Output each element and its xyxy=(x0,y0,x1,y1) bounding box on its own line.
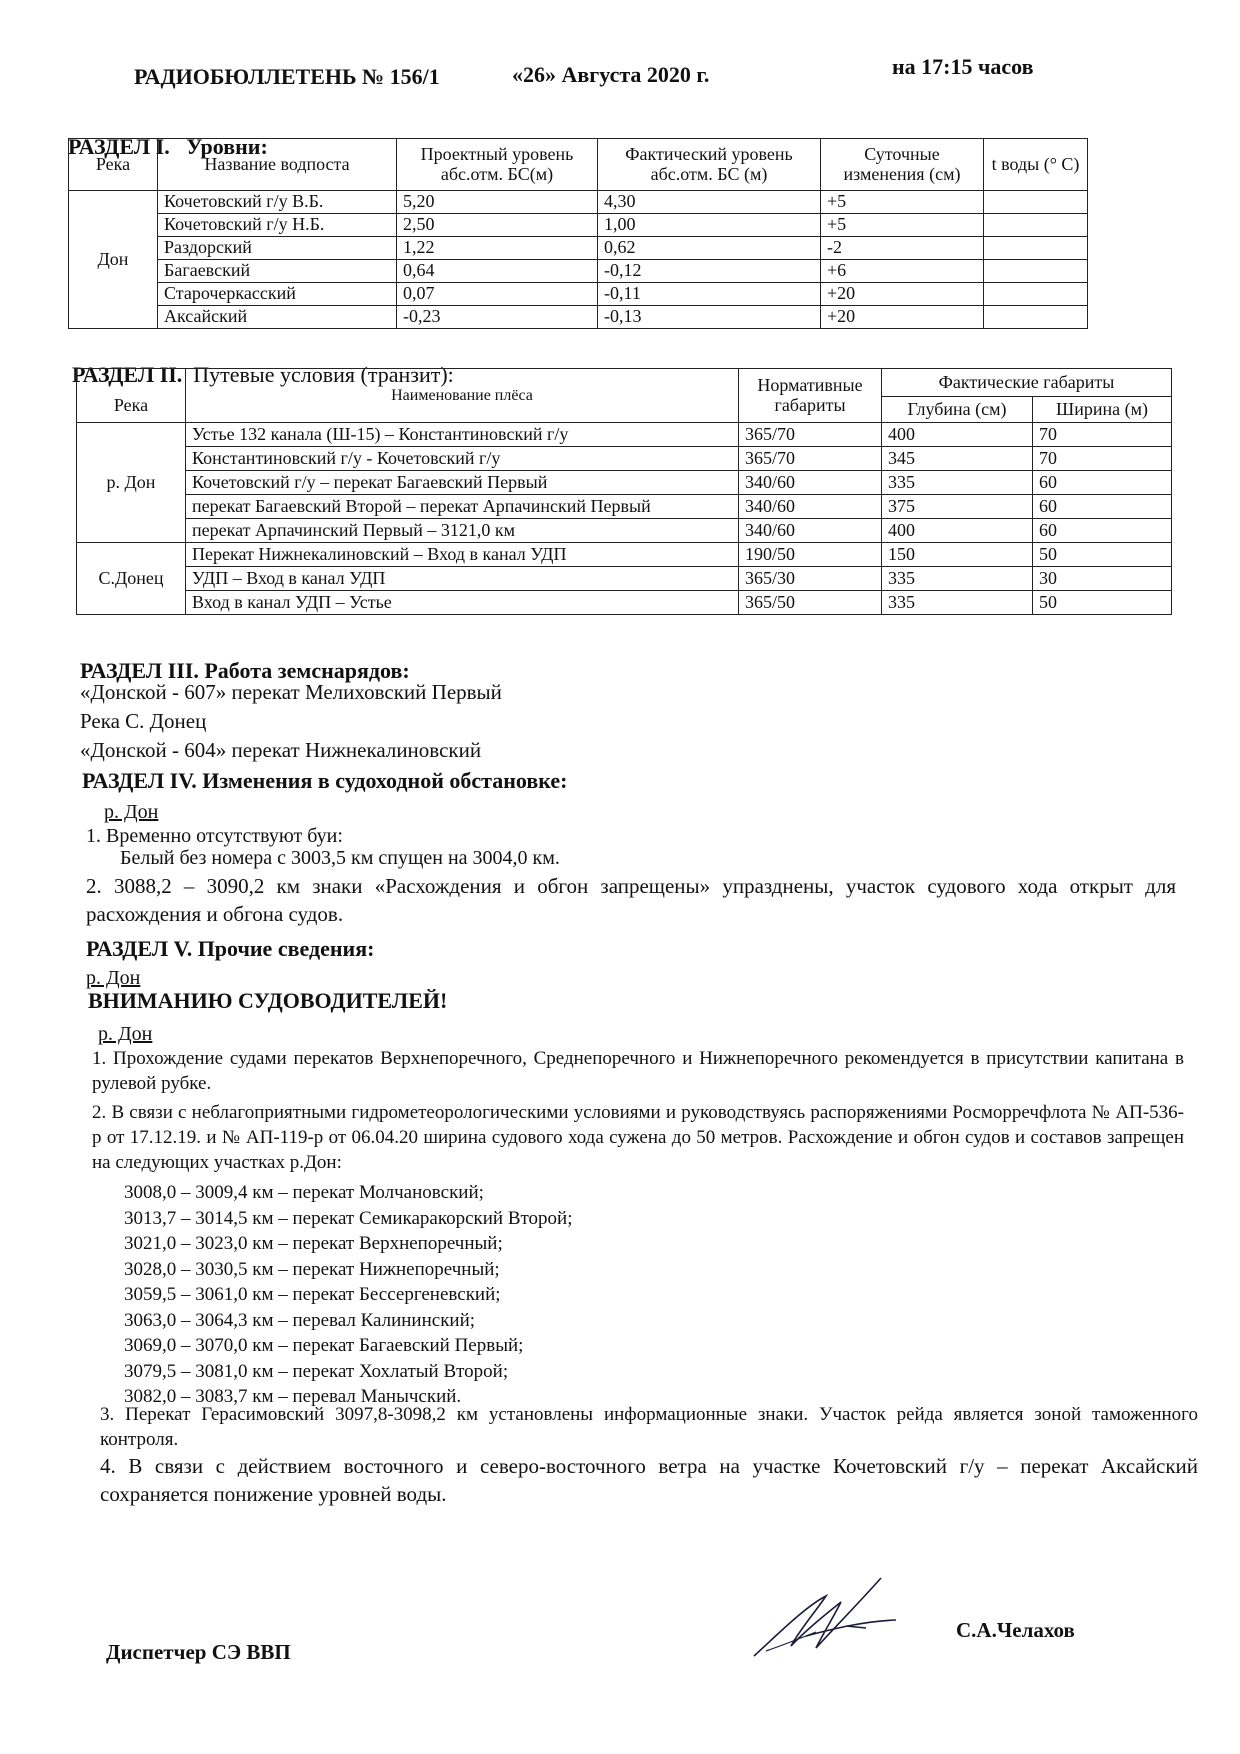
post-cell: Кочетовский г/у В.Б. xyxy=(158,191,397,214)
change-cell: -2 xyxy=(821,237,984,260)
th-width: Ширина (м) xyxy=(1033,397,1172,423)
post-cell: Старочеркасский xyxy=(158,283,397,306)
list-item: 3059,5 – 3061,0 км – перекат Бессергеневский; xyxy=(124,1284,501,1305)
section5-title: РАЗДЕЛ V. Прочие сведения: xyxy=(86,936,375,961)
section4-item1-sub: Белый без номера с 3003,5 км спущен на 3004,0 км. xyxy=(120,847,560,869)
river-group-cell: С.Донец xyxy=(77,543,186,615)
th-name: Наименование плёса xyxy=(186,369,739,423)
section1-title: Уровни: xyxy=(186,134,268,159)
list-item: Река С. Донец xyxy=(80,709,207,733)
norm-cell: 340/60 xyxy=(739,519,882,543)
depth-cell: 335 xyxy=(882,567,1033,591)
temp-cell xyxy=(984,237,1088,260)
reach-cell: Устье 132 канала (Ш-15) – Константиновский г/у xyxy=(186,423,739,447)
change-cell: +20 xyxy=(821,306,984,329)
width-cell: 70 xyxy=(1033,423,1172,447)
width-cell: 50 xyxy=(1033,543,1172,567)
river-group-cell: р. Дон xyxy=(77,423,186,543)
section4-title: РАЗДЕЛ IV. Изменения в судоходной обстановке: xyxy=(82,768,568,793)
table-row xyxy=(69,306,1088,329)
th-depth: Глубина (см) xyxy=(882,397,1033,423)
th-temp: t воды (° С) xyxy=(984,139,1088,191)
temp-cell xyxy=(984,283,1088,306)
list-item: 3028,0 – 3030,5 км – перекат Нижнепоречный; xyxy=(124,1258,500,1280)
signature-icon xyxy=(746,1566,936,1666)
reach-cell: Константиновский г/у - Кочетовский г/у xyxy=(186,447,739,471)
th-post: Название водпоста xyxy=(158,139,397,191)
post-cell: Раздорский xyxy=(158,237,397,260)
section5-item2: 2. В связи с неблагоприятными гидрометеорологическими условиями и руководствуясь распоряжениями Росморречфлота № АП-536-р от 17.12.19. и № АП-119-р от 06.04.20 ширина судового хода сужена до 50 метров. Расхождение и обгон судов и составов запрещен на следующих участках р.Дон: xyxy=(92,1102,1184,1173)
change-cell: +6 xyxy=(821,260,984,283)
width-cell: 60 xyxy=(1033,471,1172,495)
levels-table xyxy=(68,138,1088,329)
list-item: 3082,0 – 3083,7 км – перевал Манычский. xyxy=(124,1386,462,1407)
section5-item1: 1. Прохождение судами перекатов Верхнепоречного, Среднепоречного и Нижнепоречного рекомендуется в присутствии капитана в рулевой рубке. xyxy=(92,1048,1184,1094)
restricted-segments-list xyxy=(124,1180,573,1410)
reach-cell: УДП – Вход в канал УДП xyxy=(186,567,739,591)
bulletin-time: на 17:15 часов xyxy=(892,54,1034,79)
section2-title: Путевые условия (транзит): xyxy=(193,362,454,387)
section4-item2: 2. 3088,2 – 3090,2 км знаки «Расхождения и обгон запрещены» упразднены, участок судового хода открыт для расхождения и обгона судов. xyxy=(86,874,1176,926)
actual-cell: -0,13 xyxy=(598,306,821,329)
section4-item1: 1. Временно отсутствуют буи: xyxy=(86,825,343,847)
list-item: 3063,0 – 3064,3 км – перевал Калининский; xyxy=(124,1309,476,1331)
actual-cell: 1,00 xyxy=(598,214,821,237)
norm-cell: 365/70 xyxy=(739,447,882,471)
river-cell: Дон xyxy=(69,191,158,329)
post-cell: Кочетовский г/у Н.Б. xyxy=(158,214,397,237)
reach-cell: перекат Багаевский Второй – перекат Арпачинский Первый xyxy=(186,495,739,519)
depth-cell: 345 xyxy=(882,447,1033,471)
norm-cell: 365/50 xyxy=(739,591,882,615)
list-item: 3021,0 – 3023,0 км – перекат Верхнепоречный; xyxy=(124,1233,503,1254)
table-row xyxy=(77,519,1172,543)
list-item: 3013,7 – 3014,5 км – перекат Семикаракорский Второй; xyxy=(124,1207,573,1229)
width-cell: 60 xyxy=(1033,519,1172,543)
th-actual: Фактический уровень абс.отм. БС (м) xyxy=(598,139,821,191)
table-row xyxy=(77,543,1172,567)
norm-cell: 190/50 xyxy=(739,543,882,567)
width-cell: 70 xyxy=(1033,447,1172,471)
norm-cell: 365/30 xyxy=(739,567,882,591)
temp-cell xyxy=(984,260,1088,283)
dredgers-list xyxy=(80,678,502,765)
list-item: 3069,0 – 3070,0 км – перекат Багаевский Первый; xyxy=(124,1335,524,1356)
reach-cell: Перекат Нижнекалиновский – Вход в канал УДП xyxy=(186,543,739,567)
th-design: Проектный уровень абс.отм. БС(м) xyxy=(397,139,598,191)
table-row xyxy=(77,471,1172,495)
norm-cell: 365/70 xyxy=(739,423,882,447)
reach-cell: перекат Арпачинский Первый – 3121,0 км xyxy=(186,519,739,543)
actual-cell: 4,30 xyxy=(598,191,821,214)
list-item: «Донской - 607» перекат Мелиховский Первый xyxy=(80,680,502,704)
table-row xyxy=(77,567,1172,591)
depth-cell: 375 xyxy=(882,495,1033,519)
temp-cell xyxy=(984,214,1088,237)
reach-cell: Вход в канал УДП – Устье xyxy=(186,591,739,615)
section5-river2: р. Дон xyxy=(98,1023,153,1045)
table-row xyxy=(77,591,1172,615)
width-cell: 60 xyxy=(1033,495,1172,519)
th-normative: Нормативные габариты xyxy=(739,369,882,423)
actual-cell: -0,11 xyxy=(598,283,821,306)
norm-cell: 340/60 xyxy=(739,495,882,519)
table-row xyxy=(77,447,1172,471)
change-cell: +5 xyxy=(821,191,984,214)
design-cell: 0,07 xyxy=(397,283,598,306)
bulletin-date: «26» Августа 2020 г. xyxy=(512,62,710,87)
section5-item3: 3. Перекат Герасимовский 3097,8-3098,2 км установлены информационные знаки. Участок рейда является зоной таможенного контроля. xyxy=(100,1404,1198,1450)
transit-table xyxy=(76,368,1172,615)
temp-cell xyxy=(984,306,1088,329)
change-cell: +20 xyxy=(821,283,984,306)
design-cell: 5,20 xyxy=(397,191,598,214)
depth-cell: 150 xyxy=(882,543,1033,567)
table-row xyxy=(69,260,1088,283)
th-river: Река xyxy=(69,139,158,191)
attention-heading: ВНИМАНИЮ СУДОВОДИТЕЛЕЙ! xyxy=(88,988,448,1013)
post-cell: Багаевский xyxy=(158,260,397,283)
signer-name: С.А.Челахов xyxy=(956,1618,1075,1642)
table-row xyxy=(77,495,1172,519)
depth-cell: 335 xyxy=(882,471,1033,495)
table-row xyxy=(69,283,1088,306)
depth-cell: 400 xyxy=(882,423,1033,447)
th-actual-dims: Фактические габариты xyxy=(882,369,1172,397)
section2-label: РАЗДЕЛ II. xyxy=(72,362,183,387)
list-item: 3008,0 – 3009,4 км – перекат Молчановский; xyxy=(124,1182,484,1203)
section1-label: РАЗДЕЛ I. xyxy=(68,134,170,159)
section5-item4: 4. В связи с действием восточного и северо-восточного ветра на участке Кочетовский г/у – перекат Аксайский сохраняется понижение уровней воды. xyxy=(100,1454,1198,1506)
th-river2: Река xyxy=(77,369,186,423)
design-cell: -0,23 xyxy=(397,306,598,329)
temp-cell xyxy=(984,191,1088,214)
design-cell: 2,50 xyxy=(397,214,598,237)
design-cell: 1,22 xyxy=(397,237,598,260)
th-change: Суточные изменения (см) xyxy=(821,139,984,191)
width-cell: 30 xyxy=(1033,567,1172,591)
actual-cell: 0,62 xyxy=(598,237,821,260)
list-item: 3079,5 – 3081,0 км – перекат Хохлатый Второй; xyxy=(124,1360,509,1382)
post-cell: Аксайский xyxy=(158,306,397,329)
section3-title: РАЗДЕЛ III. Работа земснарядов: xyxy=(80,658,410,683)
depth-cell: 335 xyxy=(882,591,1033,615)
design-cell: 0,64 xyxy=(397,260,598,283)
table-row xyxy=(69,237,1088,260)
table-row xyxy=(77,423,1172,447)
reach-cell: Кочетовский г/у – перекат Багаевский Первый xyxy=(186,471,739,495)
table-row xyxy=(69,191,1088,214)
table-row xyxy=(69,214,1088,237)
section4-river: р. Дон xyxy=(104,801,159,823)
width-cell: 50 xyxy=(1033,591,1172,615)
dispatcher-position: Диспетчер СЭ ВВП xyxy=(106,1640,291,1664)
change-cell: +5 xyxy=(821,214,984,237)
norm-cell: 340/60 xyxy=(739,471,882,495)
depth-cell: 400 xyxy=(882,519,1033,543)
bulletin-title: РАДИОБЮЛЛЕТЕНЬ № 156/1 xyxy=(134,64,440,89)
section5-river: р. Дон xyxy=(86,967,141,989)
list-item: «Донской - 604» перекат Нижнекалиновский xyxy=(80,738,482,762)
actual-cell: -0,12 xyxy=(598,260,821,283)
